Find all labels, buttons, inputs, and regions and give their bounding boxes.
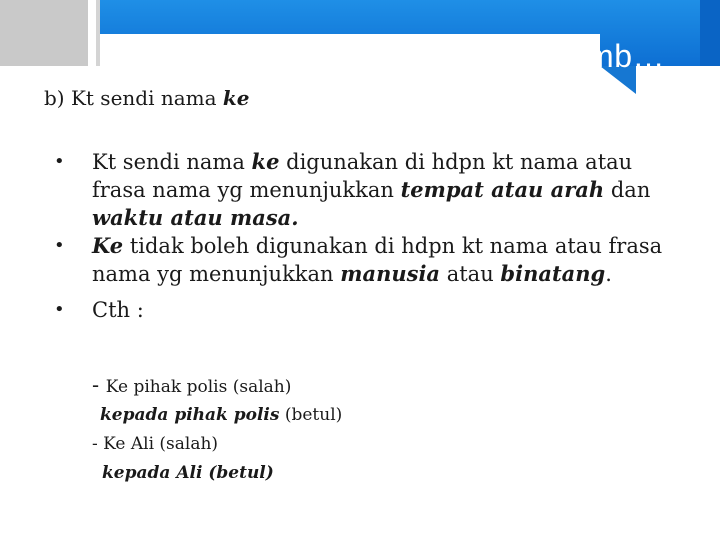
header-white-band <box>100 34 600 66</box>
slide-subtitle <box>44 86 249 110</box>
example-text: Ke pihak polis (salah) <box>105 377 292 397</box>
example-line-4 <box>102 462 274 484</box>
example-line-3 <box>92 433 218 455</box>
slide-title: Samb… <box>546 38 665 74</box>
bullet-emphasis: tempat atau arah <box>400 177 605 202</box>
example-dash: - <box>92 373 106 397</box>
example-text: - Ke Ali (salah) <box>92 434 219 454</box>
bullet-run: Cth : <box>92 298 144 322</box>
bullet-run: Kt sendi nama <box>92 150 252 174</box>
bullet-list <box>50 148 670 324</box>
header-right-stripe <box>700 0 720 66</box>
bullet-emphasis: binatang <box>500 261 606 286</box>
bullet-run: atau <box>440 262 501 286</box>
subtitle-term: ke <box>222 86 250 110</box>
bullet-marker: • <box>54 151 65 172</box>
example-bold: kepada Ali (betul) <box>102 463 274 483</box>
bullet-run: dan <box>604 178 651 202</box>
bullet-emphasis: ke <box>251 149 280 174</box>
example-bold: kepada pihak polis <box>100 405 280 425</box>
header-gray-block <box>0 0 88 66</box>
bullet-text <box>92 150 650 230</box>
example-line-2 <box>100 404 342 426</box>
bullet-item <box>50 232 670 288</box>
bullet-item <box>50 296 670 324</box>
bullet-run: tidak boleh digunakan di hdpn kt nama atau frasa nama yg menunjukkan <box>92 234 663 286</box>
bullet-text <box>92 234 662 286</box>
example-text: (betul) <box>279 405 343 425</box>
bullet-emphasis: manusia <box>340 261 441 286</box>
example-line-1 <box>92 374 291 398</box>
bullet-run: digunakan di hdpn kt nama atau frasa nama yg menunjukkan <box>92 150 633 202</box>
subtitle-prefix: b) Kt sendi nama <box>44 86 223 110</box>
bullet-item <box>50 148 670 232</box>
bullet-marker: • <box>54 299 65 320</box>
bullet-run: . <box>605 262 612 286</box>
bullet-emphasis: waktu atau masa. <box>92 205 299 230</box>
bullet-text <box>92 298 144 322</box>
bullet-marker: • <box>54 235 65 256</box>
bullet-emphasis: Ke <box>92 233 124 258</box>
